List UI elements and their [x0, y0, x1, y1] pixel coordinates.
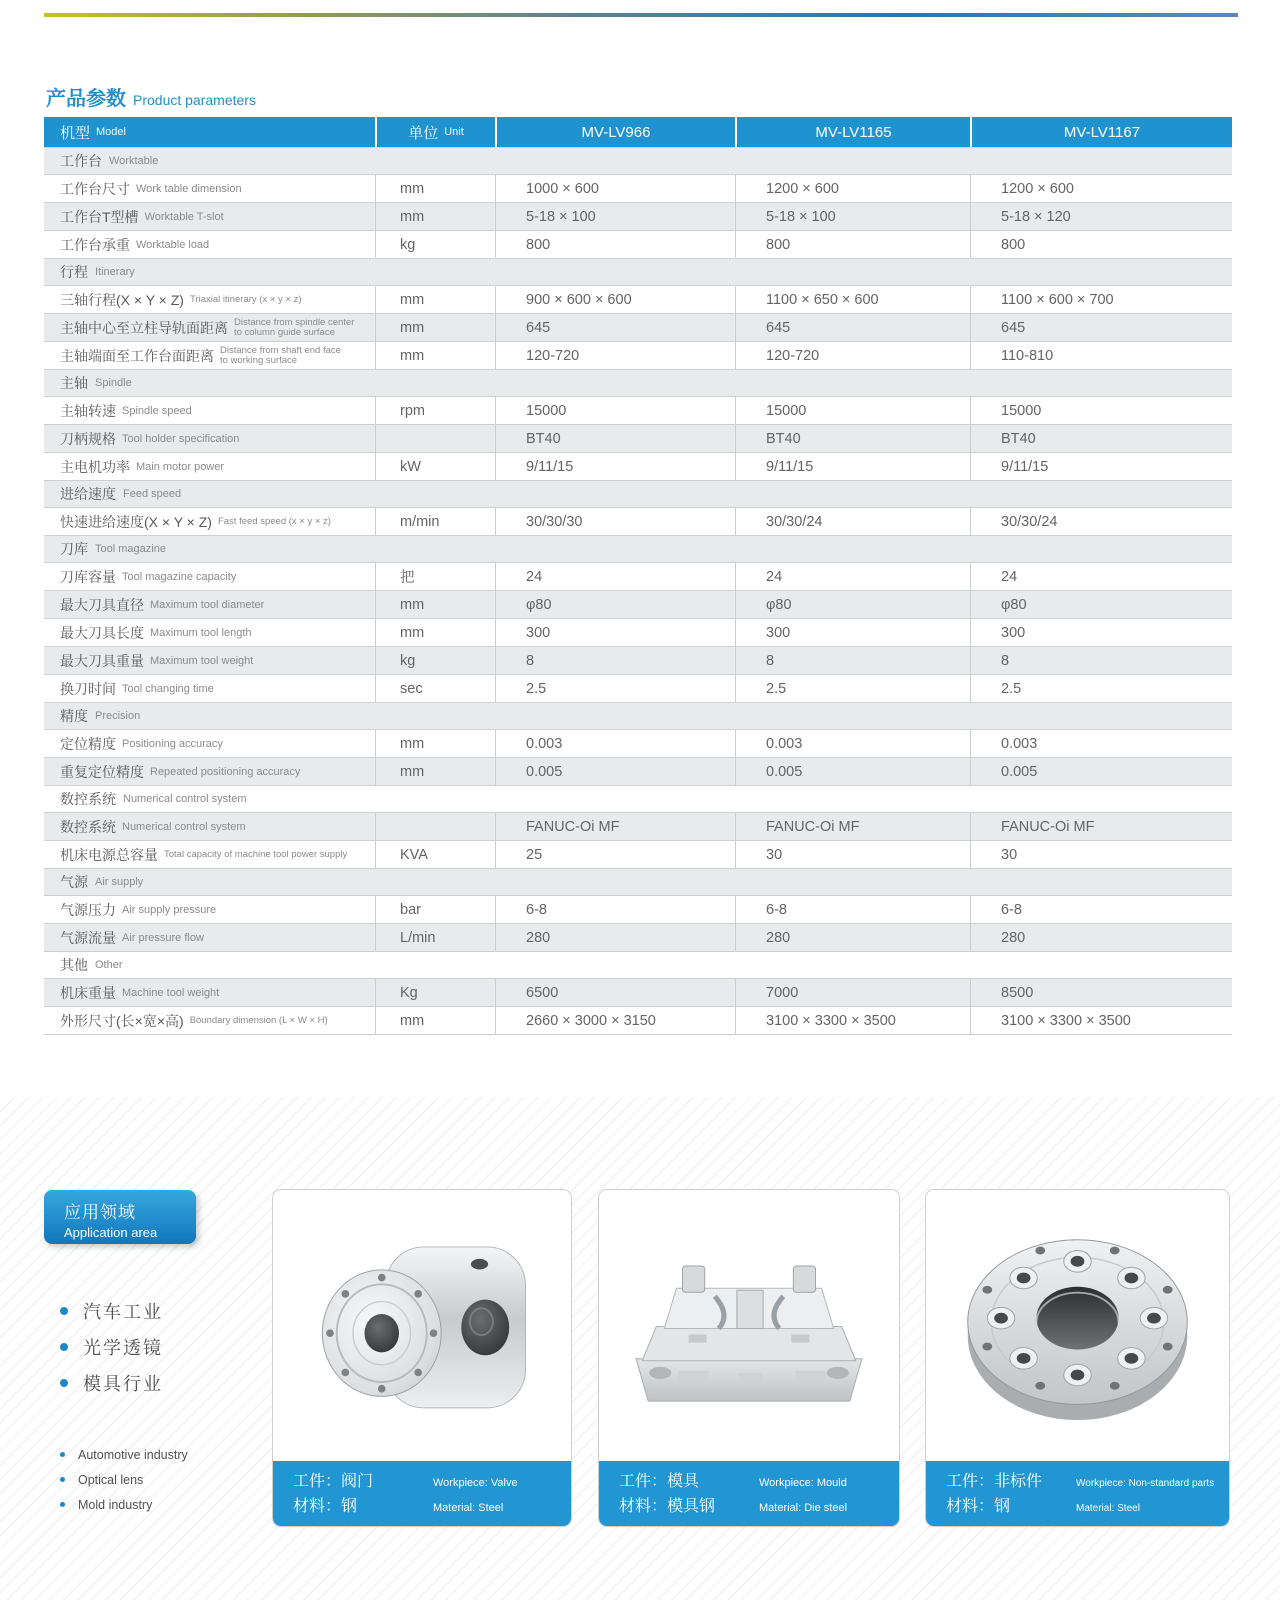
spec-label-en: Tool changing time [122, 682, 214, 695]
card-footer [599, 1461, 899, 1526]
list-item-label: Optical lens [78, 1472, 144, 1487]
spec-unit: Kg [375, 979, 495, 1006]
spec-value: 9/11/15 [735, 453, 970, 480]
spec-value: 280 [735, 924, 970, 951]
section-title-en: Worktable [109, 155, 159, 167]
table-header-model-1: MV-LV966 [495, 117, 735, 147]
spec-unit: mm [375, 286, 495, 313]
spec-label-en: Distance from shaft end face to working surface [220, 344, 341, 366]
spec-value: φ80 [970, 591, 1232, 618]
list-item [60, 1293, 163, 1329]
table-section-row [44, 868, 1232, 895]
spec-label [44, 619, 375, 646]
table-header-model-3: MV-LV1167 [970, 117, 1232, 147]
spec-value: 6-8 [735, 896, 970, 923]
material-label-en: Material: Die steel [759, 1502, 848, 1514]
spec-label-cn: 气源压力 [60, 901, 116, 918]
table-row [44, 840, 1232, 868]
table-section-row [44, 147, 1232, 174]
spec-label-cn: 主电机功率 [60, 458, 130, 475]
list-item [60, 1329, 163, 1365]
table-row [44, 507, 1232, 535]
section-title-cn: 刀库 [60, 541, 88, 557]
spec-label [44, 508, 375, 535]
table-row [44, 396, 1232, 424]
spec-label-cn: 机床电源总容量 [60, 846, 158, 863]
spec-label [44, 758, 375, 785]
spec-value: 24 [735, 563, 970, 590]
section-title-cn: 其他 [60, 957, 88, 973]
spec-label [44, 203, 375, 230]
spec-value: 2.5 [735, 675, 970, 702]
application-list-en [60, 1442, 188, 1517]
spec-label-cn: 最大刀具直径 [60, 596, 144, 613]
spec-value: 5-18 × 100 [735, 203, 970, 230]
application-cards [272, 1189, 1230, 1527]
table-header-unit-col [375, 117, 495, 147]
spec-value: 25 [495, 841, 735, 868]
spec-unit: mm [375, 175, 495, 202]
spec-value: 280 [495, 924, 735, 951]
section-title-en: Other [95, 959, 123, 971]
section-title-cn: 进给速度 [60, 486, 116, 502]
table-section-row [44, 785, 1232, 812]
page-title-cn: 产品参数 [46, 88, 126, 110]
spec-label-cn: 刀库容量 [60, 568, 116, 585]
spec-value: 24 [970, 563, 1232, 590]
table-section-row [44, 258, 1232, 285]
spec-unit: mm [375, 314, 495, 341]
page-title [46, 82, 256, 111]
spec-label [44, 591, 375, 618]
workpiece-label-cn: 工件：阀门 [293, 1473, 374, 1490]
spec-value: 0.005 [495, 758, 735, 785]
spec-label [44, 813, 375, 840]
application-card-valve [272, 1189, 572, 1527]
model-header-cn: 机型 [60, 124, 91, 142]
spec-value: 1100 × 650 × 600 [735, 286, 970, 313]
spec-label [44, 286, 375, 313]
spec-label-en: Repeated positioning accuracy [150, 765, 301, 778]
top-accent-bar [44, 13, 1238, 17]
spec-value: 9/11/15 [495, 453, 735, 480]
spec-value: 800 [735, 231, 970, 258]
spec-value: 0.005 [970, 758, 1232, 785]
spec-label [44, 730, 375, 757]
spec-label-cn: 三轴行程(X × Y × Z) [60, 291, 184, 308]
spec-label-cn: 主轴端面至工作台面距离 [60, 347, 214, 364]
spec-value: 900 × 600 × 600 [495, 286, 735, 313]
spec-label-en: Worktable load [136, 238, 210, 251]
workpiece-label-en: Workpiece: Valve [433, 1477, 518, 1489]
spec-label [44, 924, 375, 951]
table-row [44, 646, 1232, 674]
spec-value: 300 [970, 619, 1232, 646]
spec-label-en: Maximum tool diameter [150, 598, 265, 611]
section-title-en: Feed speed [123, 488, 182, 500]
spec-label-en: Distance from spindle center to column guide surface [234, 316, 355, 338]
spec-unit: L/min [375, 924, 495, 951]
spec-label [44, 1007, 375, 1034]
spec-value: 8500 [970, 979, 1232, 1006]
spec-label-en: Maximum tool length [150, 626, 252, 639]
list-item [60, 1365, 163, 1401]
material-label-cn: 材料：钢 [293, 1498, 358, 1515]
section-title-en: Precision [95, 710, 141, 722]
spec-label [44, 231, 375, 258]
spec-label-en: Positioning accuracy [122, 737, 223, 750]
table-row [44, 174, 1232, 202]
spec-value: 6-8 [495, 896, 735, 923]
spec-value: 9/11/15 [970, 453, 1232, 480]
spec-unit: mm [375, 203, 495, 230]
table-header-row [44, 117, 1232, 147]
spec-value: 8 [970, 647, 1232, 674]
table-row [44, 590, 1232, 618]
table-row [44, 230, 1232, 258]
spec-label-en: Machine tool weight [122, 986, 220, 999]
spec-value: 5-18 × 120 [970, 203, 1232, 230]
table-row [44, 923, 1232, 951]
spec-unit: bar [375, 896, 495, 923]
spec-label-cn: 工作台承重 [60, 236, 130, 253]
spec-label-cn: 快速进给速度(X × Y × Z) [60, 513, 212, 530]
table-section-row [44, 702, 1232, 729]
spec-unit: mm [375, 591, 495, 618]
unit-header-en: Unit [444, 126, 464, 138]
table-header-model-col [44, 117, 375, 147]
spec-label-en: Spindle speed [122, 404, 192, 417]
section-title-cn: 精度 [60, 708, 88, 724]
spec-label [44, 647, 375, 674]
spec-label-cn: 主轴转速 [60, 402, 116, 419]
spec-label-cn: 工作台尺寸 [60, 180, 130, 197]
spec-unit: m/min [375, 508, 495, 535]
spec-value: 300 [735, 619, 970, 646]
material-label-cn: 材料：钢 [946, 1498, 1011, 1515]
spec-value: 3100 × 3300 × 3500 [970, 1007, 1232, 1034]
table-row [44, 313, 1232, 341]
spec-label-en: Numerical control system [122, 820, 246, 833]
table-section-row [44, 480, 1232, 507]
spec-label-en: Tool holder specification [122, 432, 240, 445]
spec-value: FANUC-Oi MF [495, 813, 735, 840]
list-item [60, 1492, 188, 1517]
spec-value: 120-720 [735, 342, 970, 369]
material-label-en: Material: Steel [1076, 1503, 1140, 1514]
spec-label-en: Worktable T-slot [144, 210, 224, 223]
unit-header-cn: 单位 [408, 124, 439, 142]
table-header-model-2: MV-LV1165 [735, 117, 970, 147]
table-row [44, 341, 1232, 369]
spec-label-en: Main motor power [136, 460, 225, 473]
spec-unit: mm [375, 619, 495, 646]
spec-label-en: Maximum tool weight [150, 654, 254, 667]
table-row [44, 618, 1232, 646]
table-row [44, 978, 1232, 1006]
application-list-cn [60, 1293, 163, 1401]
list-item-label: 模具行业 [83, 1374, 163, 1394]
spec-value: 800 [970, 231, 1232, 258]
spec-label-cn: 工作台T型槽 [60, 208, 139, 225]
spec-value: 30/30/30 [495, 508, 735, 535]
spec-label [44, 841, 375, 868]
spec-value: 15000 [495, 397, 735, 424]
spec-label [44, 453, 375, 480]
spec-value: 8 [495, 647, 735, 674]
list-item-label: 汽车工业 [83, 1302, 163, 1322]
spec-value: 645 [735, 314, 970, 341]
bullet-icon [60, 1452, 65, 1457]
list-item [60, 1467, 188, 1492]
spec-unit: rpm [375, 397, 495, 424]
application-badge-en: Application area [64, 1225, 158, 1240]
spec-unit: sec [375, 675, 495, 702]
parameters-table [44, 117, 1232, 1035]
spec-label-en: Work table dimension [136, 182, 242, 195]
table-row [44, 729, 1232, 757]
spec-value: 3100 × 3300 × 3500 [735, 1007, 970, 1034]
spec-label-en: Boundary dimension (L × W × H) [189, 1015, 328, 1026]
spec-label-cn: 最大刀具长度 [60, 624, 144, 641]
spec-label-en: Total capacity of machine tool power supply [164, 849, 348, 860]
spec-value: 30/30/24 [735, 508, 970, 535]
spec-value: 0.003 [735, 730, 970, 757]
spec-value: 300 [495, 619, 735, 646]
spec-value: 800 [495, 231, 735, 258]
bullet-icon [60, 1379, 68, 1387]
table-row [44, 1006, 1232, 1034]
spec-label-cn: 机床重量 [60, 984, 116, 1001]
application-card-mould [598, 1189, 900, 1527]
spec-value: 280 [970, 924, 1232, 951]
spec-label-cn: 换刀时间 [60, 680, 116, 697]
section-title-cn: 气源 [60, 874, 88, 890]
mould-part-image [599, 1190, 899, 1461]
spec-value: 30 [735, 841, 970, 868]
material-label-cn: 材料：模具钢 [619, 1498, 716, 1515]
spec-label-en: Air pressure flow [122, 931, 204, 944]
spec-unit: KVA [375, 841, 495, 868]
spec-value: 1000 × 600 [495, 175, 735, 202]
model-header-en: Model [96, 126, 126, 138]
spec-value: 5-18 × 100 [495, 203, 735, 230]
spec-label-cn: 最大刀具重量 [60, 652, 144, 669]
spec-label [44, 675, 375, 702]
spec-label-cn: 刀柄规格 [60, 430, 116, 447]
table-row [44, 285, 1232, 313]
page-title-en: Product parameters [133, 92, 256, 108]
spec-label [44, 314, 375, 341]
spec-unit: 把 [375, 563, 495, 590]
spec-value: 24 [495, 563, 735, 590]
spec-value: FANUC-Oi MF [735, 813, 970, 840]
table-section-row [44, 369, 1232, 396]
table-section-row [44, 951, 1232, 978]
spec-label [44, 397, 375, 424]
spec-label-cn: 主轴中心至立柱导轨面距离 [60, 319, 228, 336]
application-area-badge [44, 1190, 196, 1244]
spec-value: 30/30/24 [970, 508, 1232, 535]
spec-value: 2.5 [495, 675, 735, 702]
material-label-en: Material: Steel [433, 1502, 504, 1514]
spec-value: 30 [970, 841, 1232, 868]
spec-value: 2.5 [970, 675, 1232, 702]
spec-value: 15000 [735, 397, 970, 424]
spec-label [44, 896, 375, 923]
spec-label-cn: 定位精度 [60, 735, 116, 752]
table-row [44, 202, 1232, 230]
spec-unit: mm [375, 730, 495, 757]
bullet-icon [60, 1502, 65, 1507]
section-title-cn: 数控系统 [60, 791, 116, 807]
spec-unit: mm [375, 758, 495, 785]
workpiece-label-en: Workpiece: Non-standard parts [1076, 1478, 1215, 1489]
spec-unit: kg [375, 231, 495, 258]
table-body [44, 147, 1232, 1034]
card-footer [926, 1461, 1229, 1526]
list-item-label: 光学透镜 [83, 1338, 163, 1358]
spec-value: 2660 × 3000 × 3150 [495, 1007, 735, 1034]
list-item [60, 1442, 188, 1467]
spec-value: BT40 [970, 425, 1232, 452]
spec-value: 7000 [735, 979, 970, 1006]
section-title-en: Tool magazine [95, 543, 166, 555]
spec-value: φ80 [495, 591, 735, 618]
spec-unit: kW [375, 453, 495, 480]
spec-label [44, 342, 375, 369]
spec-value: 8 [735, 647, 970, 674]
spec-value: 645 [970, 314, 1232, 341]
spec-value: 1200 × 600 [735, 175, 970, 202]
table-row [44, 424, 1232, 452]
section-title-cn: 工作台 [60, 153, 102, 169]
spec-value: 645 [495, 314, 735, 341]
spec-label-cn: 外形尺寸(长×宽×高) [60, 1012, 184, 1029]
spec-value: 110-810 [970, 342, 1232, 369]
spec-label-en: Tool magazine capacity [122, 570, 237, 583]
bullet-icon [60, 1307, 68, 1315]
spec-value: 0.005 [735, 758, 970, 785]
spec-value: 1200 × 600 [970, 175, 1232, 202]
application-section [0, 1097, 1280, 1600]
spec-label [44, 175, 375, 202]
spec-label-cn: 数控系统 [60, 818, 116, 835]
section-title-cn: 主轴 [60, 375, 88, 391]
spec-unit: mm [375, 1007, 495, 1034]
spec-value: 1100 × 600 × 700 [970, 286, 1232, 313]
spec-value: FANUC-Oi MF [970, 813, 1232, 840]
spec-unit: mm [375, 342, 495, 369]
spec-value: 0.003 [970, 730, 1232, 757]
spec-label-en: Air supply pressure [122, 903, 217, 916]
table-row [44, 452, 1232, 480]
spec-label [44, 563, 375, 590]
workpiece-label-cn: 工件：非标件 [946, 1473, 1043, 1490]
table-row [44, 562, 1232, 590]
spec-unit [375, 425, 495, 452]
section-title-en: Air supply [95, 876, 144, 888]
spec-label [44, 425, 375, 452]
spec-label [44, 979, 375, 1006]
section-title-en: Itinerary [95, 266, 135, 278]
application-badge-cn: 应用领域 [64, 1203, 136, 1222]
spec-value: BT40 [735, 425, 970, 452]
spec-value: 6500 [495, 979, 735, 1006]
table-row [44, 812, 1232, 840]
application-card-ring [925, 1189, 1230, 1527]
table-row [44, 674, 1232, 702]
spec-value: 15000 [970, 397, 1232, 424]
spec-unit: kg [375, 647, 495, 674]
workpiece-label-cn: 工件：模具 [619, 1473, 700, 1490]
section-title-en: Spindle [95, 377, 132, 389]
spec-label-en: Fast feed speed (x × y × z) [217, 516, 331, 527]
workpiece-label-en: Workpiece: Mould [759, 1477, 847, 1489]
spec-unit [375, 813, 495, 840]
spec-value: 120-720 [495, 342, 735, 369]
list-item-label: Automotive industry [78, 1447, 188, 1462]
spec-label-en: Triaxial itinerary (x × y × z) [189, 294, 302, 305]
table-row [44, 895, 1232, 923]
valve-part-image [273, 1190, 571, 1461]
spec-value: 6-8 [970, 896, 1232, 923]
table-row [44, 757, 1232, 785]
list-item-label: Mold industry [78, 1497, 153, 1512]
ring-part-image [926, 1190, 1229, 1461]
bullet-icon [60, 1343, 68, 1351]
section-title-cn: 行程 [60, 264, 88, 280]
spec-label-cn: 重复定位精度 [60, 763, 144, 780]
spec-label-cn: 气源流量 [60, 929, 116, 946]
spec-value: BT40 [495, 425, 735, 452]
spec-value: φ80 [735, 591, 970, 618]
section-title-en: Numerical control system [123, 793, 247, 805]
spec-value: 0.003 [495, 730, 735, 757]
bullet-icon [60, 1477, 65, 1482]
table-section-row [44, 535, 1232, 562]
card-footer [273, 1461, 571, 1526]
